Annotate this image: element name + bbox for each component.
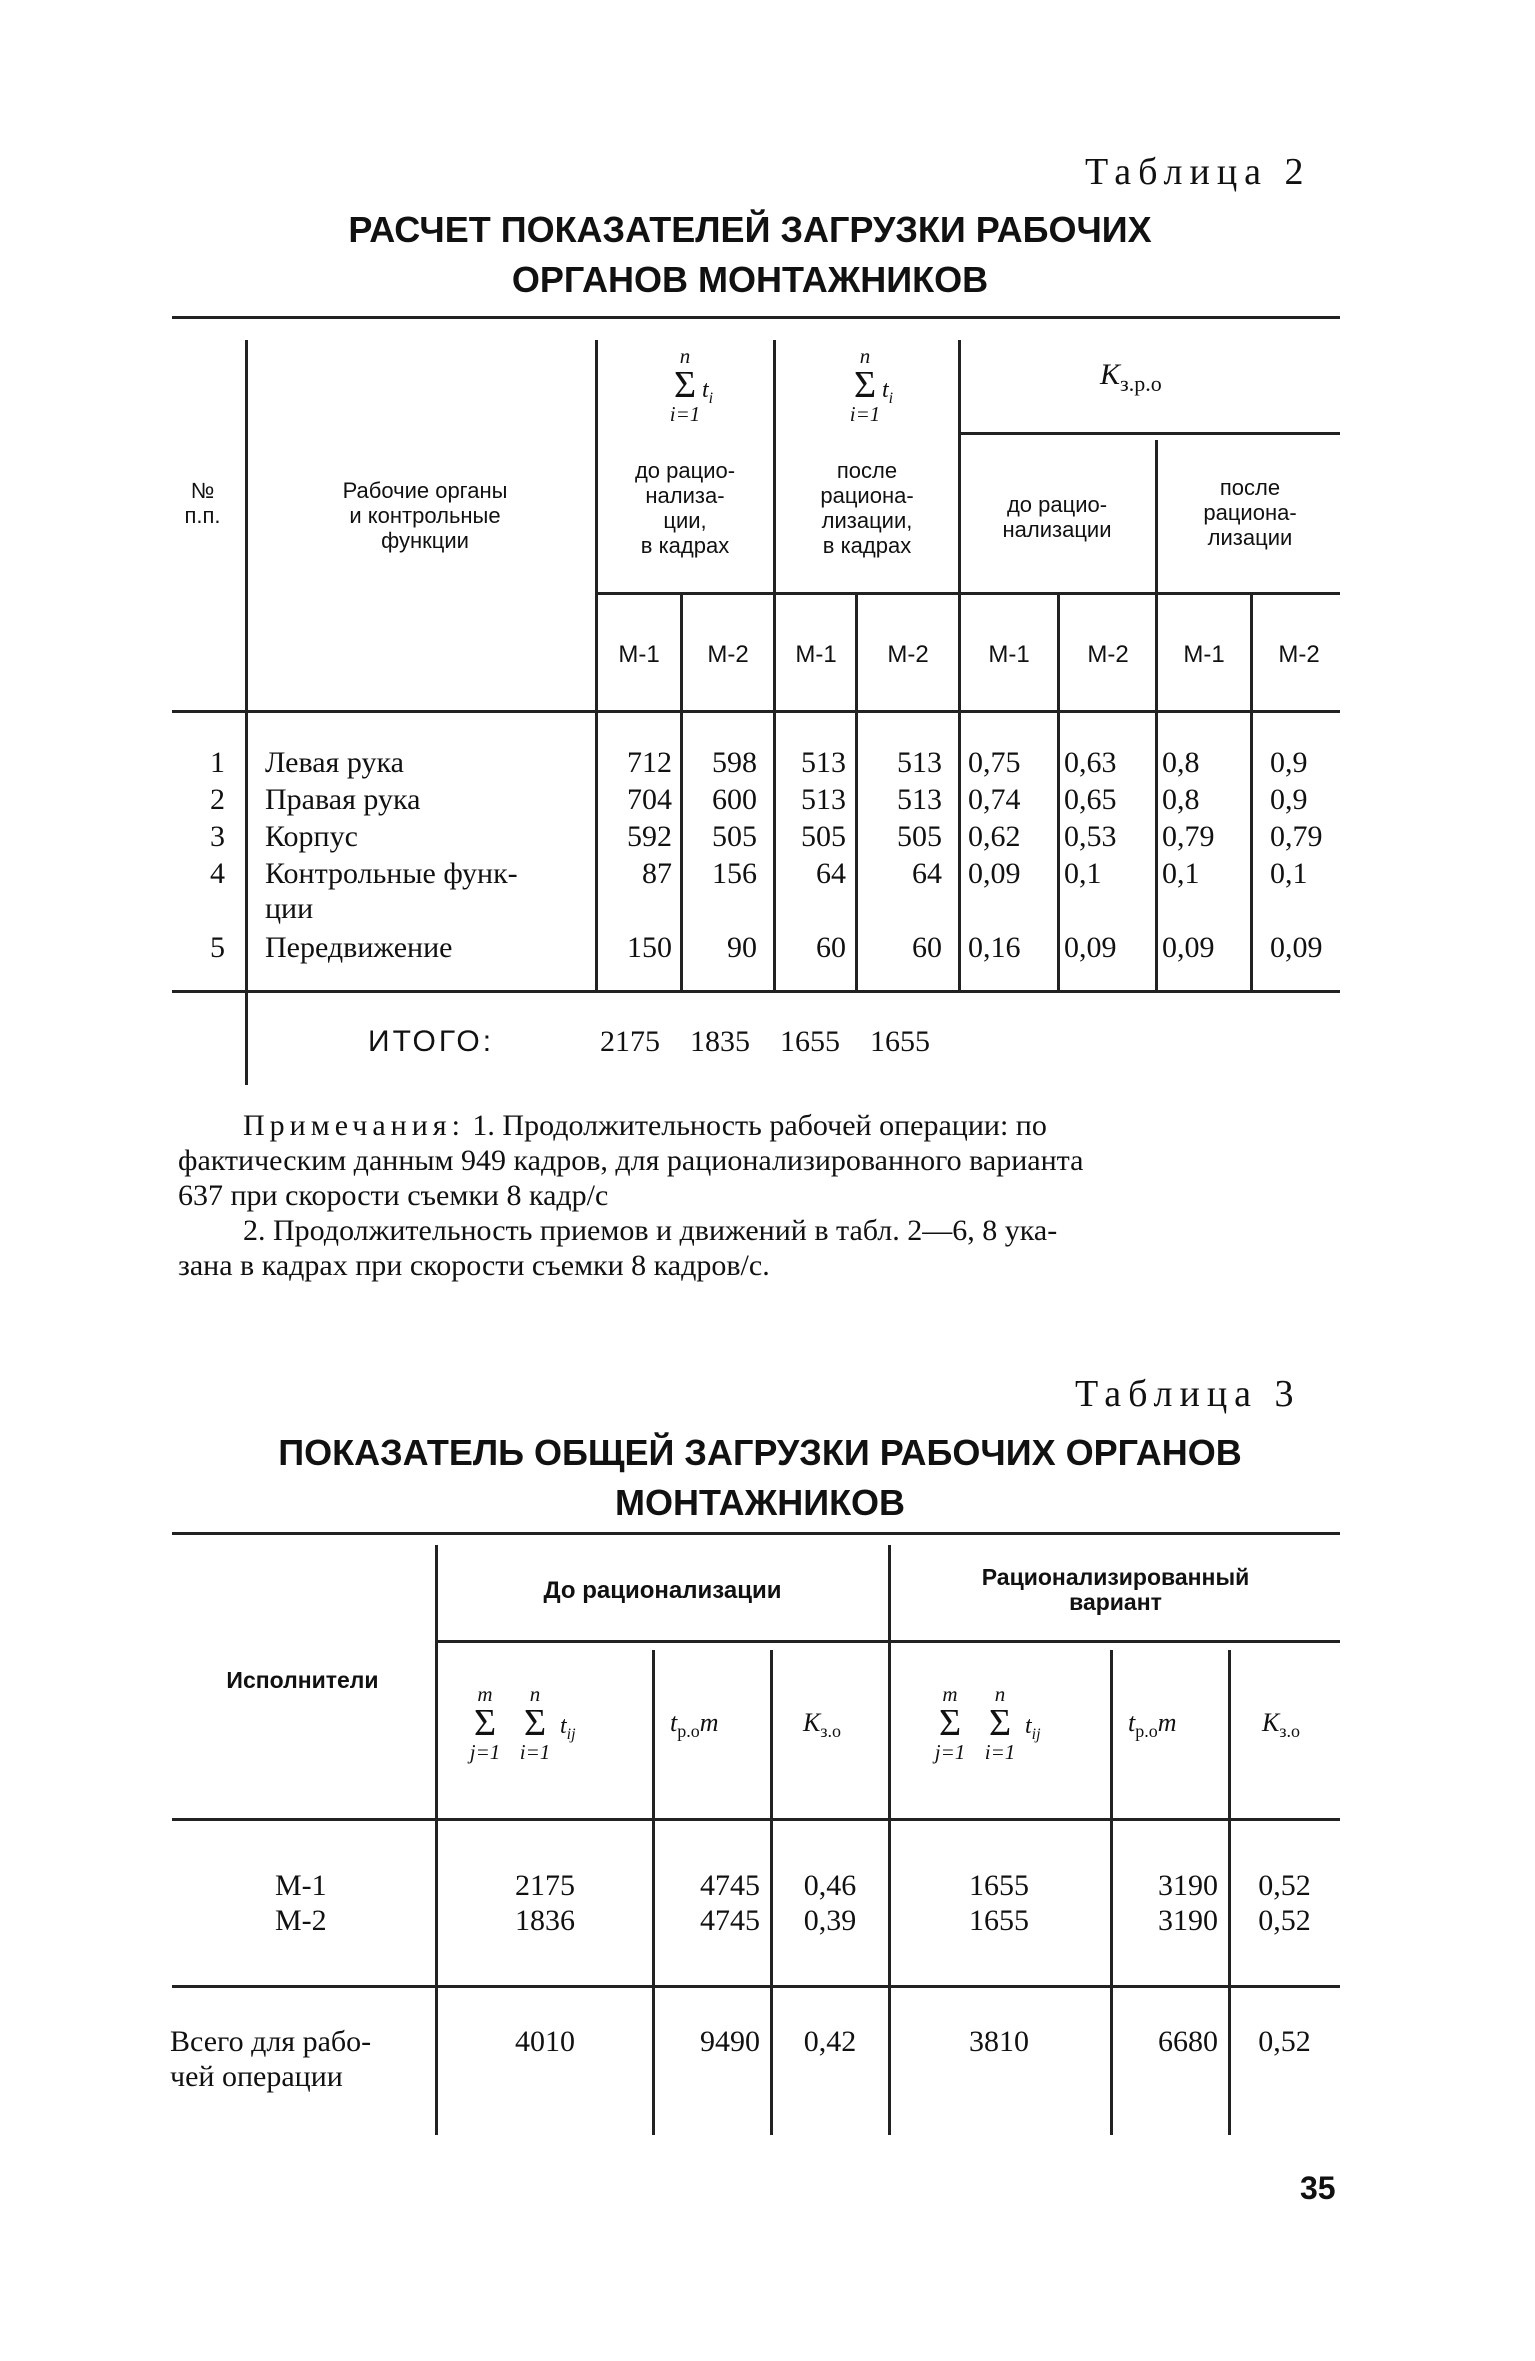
note2-line2: зана в кадрах при скорости съемки 8 кадров/с.: [178, 1249, 770, 1282]
table2-row3-name: Корпус: [265, 820, 358, 853]
table3-row2-v2: 4745: [700, 1904, 760, 1937]
table2-caption: Таблица 2: [1085, 151, 1311, 193]
sum-upper-limit: n: [679, 344, 691, 368]
table2-header-k: [1100, 358, 1162, 397]
table3-double-sum-after: [930, 1683, 1100, 1793]
table2-subcol-6: М-2: [1087, 641, 1129, 668]
table2-row4-v5: 0,09: [968, 857, 1021, 890]
table2-row2-v7: 0,8: [1162, 783, 1200, 816]
table2-row5-v1: 150: [627, 931, 672, 964]
sum-term-t: t: [1025, 1713, 1032, 1739]
table2-row5-v8: 0,09: [1270, 931, 1323, 964]
table2-body-bottom-rule: [172, 990, 1340, 993]
sum-term: [1025, 1713, 1041, 1744]
sum-upper-limit: n: [859, 344, 871, 368]
table2-header-num-line1: №: [190, 478, 215, 503]
table2-row1-v8: 0,9: [1270, 746, 1308, 779]
sum-term-t: t: [882, 377, 889, 403]
table2-row4-v7: 0,1: [1162, 857, 1200, 890]
table2-header-before: [600, 458, 770, 558]
table3-header-tpo-before: [670, 1708, 719, 1742]
table3-row1-v4: 1655: [969, 1869, 1029, 1902]
k-subscript: з.р.о: [1120, 371, 1162, 396]
sum-j: [465, 1683, 505, 1763]
table2-header-before-line3: ции,: [663, 508, 707, 533]
table3-body-bottom-rule: [172, 1985, 1340, 1988]
table2-vline-a: [680, 595, 683, 990]
table2-header-k-after-line1: после: [1219, 475, 1281, 500]
table3-row1-v2: 4745: [700, 1869, 760, 1902]
table3-total-v2: 9490: [700, 2025, 760, 2058]
table2-vline-num: [245, 340, 248, 1085]
table2-row1-v5: 0,75: [968, 746, 1021, 779]
sigma-icon: Σ: [938, 1702, 962, 1744]
sum-i-upper: n: [529, 1682, 541, 1706]
table2-header-num-line2: п.п.: [184, 503, 221, 528]
note1-line3: 637 при скорости съемки 8 кадр/с: [178, 1179, 609, 1212]
table2-row2-num: 2: [210, 783, 225, 816]
table3-header-rational-line1: Рационализированный: [981, 1564, 1250, 1590]
table2-subcol-3: М-1: [795, 641, 837, 668]
table2-row2-v5: 0,74: [968, 783, 1021, 816]
table2-total-2: 1835: [690, 1025, 750, 1058]
table2-row3-v7: 0,79: [1162, 820, 1215, 853]
sum-j: [930, 1683, 970, 1763]
table2-header-organs: [265, 478, 585, 553]
table2-title-line2: ОРГАНОВ МОНТАЖНИКОВ: [511, 259, 989, 300]
sum-term-sub: i: [888, 389, 894, 407]
table3-row2-v4: 1655: [969, 1904, 1029, 1937]
table2-row1-v2: 598: [712, 746, 757, 779]
table2-title: [250, 205, 1250, 305]
table3-header-tpo-after: [1128, 1708, 1177, 1742]
table2-header-k-after: [1160, 475, 1340, 550]
table2-header-num: [165, 478, 240, 528]
table2-vline-c: [855, 595, 858, 990]
tpo-sub: р.о: [1135, 1721, 1158, 1742]
table2-header-organs-line2: и контрольные: [349, 503, 501, 528]
table2-header-before-line4: в кадрах: [640, 533, 730, 558]
table2-row4-name: Контрольные функ-: [265, 857, 518, 890]
table3-total-v5: 6680: [1158, 2025, 1218, 2058]
k-sub: з.о: [1279, 1721, 1300, 1742]
table2-row1-v4: 513: [897, 746, 942, 779]
table2-row3-num: 3: [210, 820, 225, 853]
sum-term: [882, 377, 893, 408]
table3-vline-4: [888, 1545, 891, 2135]
table3-top-rule: [172, 1532, 1340, 1535]
table2-sum-after: [810, 345, 920, 445]
note2-line1: 2. Продолжительность приемов и движений в табл. 2—6, 8 ука-: [243, 1214, 1058, 1247]
k-sub: з.о: [820, 1721, 841, 1742]
k-symbol: K: [1262, 1708, 1280, 1737]
table2-header-after-line4: в кадрах: [822, 533, 912, 558]
page-number: 35: [1300, 2170, 1336, 2206]
table3-vline-3: [770, 1650, 773, 2135]
table2-header-after-line2: рациона-: [820, 483, 914, 508]
table2-row4-num: 4: [210, 857, 225, 890]
sum-j-upper: m: [942, 1682, 958, 1706]
table2-header-before-line1: до рацио-: [634, 458, 736, 483]
table2-vline-d: [958, 340, 961, 990]
table2-vline-e: [1057, 595, 1060, 990]
table2-row5-name: Передвижение: [265, 931, 453, 964]
table2-row5-v6: 0,09: [1064, 931, 1117, 964]
table3-row2-v3: 0,39: [803, 1904, 857, 1937]
sum-term-t: t: [560, 1713, 567, 1739]
table2-vline-organs: [595, 340, 598, 990]
sigma-icon: Σ: [473, 1702, 497, 1744]
table2-subcol-2: М-2: [707, 641, 749, 668]
table3-title: [200, 1428, 1320, 1528]
table3-header-k-after: [1262, 1708, 1300, 1742]
table2-row4-v1: 87: [642, 857, 672, 890]
table3-caption: Таблица 3: [1075, 1373, 1301, 1415]
table2-row1-v3: 513: [801, 746, 846, 779]
note1-line2: фактическим данным 949 кадров, для рационализированного варианта: [178, 1144, 1084, 1177]
table2-row2-v6: 0,65: [1064, 783, 1117, 816]
table2-vline-g: [1250, 595, 1253, 990]
table2-row4-v8: 0,1: [1270, 857, 1308, 890]
table2-row2-v2: 600: [712, 783, 757, 816]
sum-sigma-icon: Σ: [853, 364, 877, 406]
k-symbol: K: [1100, 358, 1121, 391]
sum-term-sub: ij: [1031, 1725, 1041, 1743]
sum-i-lower: i=1: [519, 1740, 551, 1764]
tpo-t: t: [1128, 1708, 1136, 1737]
sum-j-upper: m: [477, 1682, 493, 1706]
table2-row3-v4: 505: [897, 820, 942, 853]
table2-subcol-7: М-1: [1183, 641, 1225, 668]
table2-header-k-before: [962, 492, 1152, 542]
table2-row3-v1: 592: [627, 820, 672, 853]
table2-row3-v5: 0,62: [968, 820, 1021, 853]
note1-text-a: 1. Продолжительность рабочей операции: по: [472, 1109, 1047, 1142]
sum-i: [980, 1683, 1020, 1763]
table3-double-sum-before: [465, 1683, 635, 1793]
tpo-sub: р.о: [677, 1721, 700, 1742]
table2-header-bottom-rule: [172, 710, 1340, 713]
table3-header-bottom-rule: [172, 1818, 1340, 1821]
table2-row4-v3: 64: [816, 857, 846, 890]
table2-row3-v6: 0,53: [1064, 820, 1117, 853]
table2-header-k-after-line2: рациона-: [1203, 500, 1297, 525]
table3-row1-v6: 0,52: [1258, 1869, 1311, 1902]
table3-row2-v1: 1836: [515, 1904, 575, 1937]
table2-row3-v8: 0,79: [1270, 820, 1323, 853]
table3-header-k-before: [803, 1708, 841, 1742]
table3-row1-v1: 2175: [515, 1869, 575, 1902]
table3-row1-v5: 3190: [1158, 1869, 1218, 1902]
table2-row5-v5: 0,16: [968, 931, 1021, 964]
table2-header-k-before-line2: нализации: [1002, 517, 1112, 542]
table3-total-v6: 0,52: [1258, 2025, 1311, 2058]
table3-header-rational: [893, 1565, 1338, 1615]
table2-row1-num: 1: [210, 746, 225, 779]
table2-header-organs-line3: функции: [381, 528, 469, 553]
table2-sum-before: [630, 345, 740, 445]
table2-top-rule: [172, 316, 1340, 319]
table2-row3-v3: 505: [801, 820, 846, 853]
table2-total-3: 1655: [780, 1025, 840, 1058]
table3-header-before: До рационализации: [543, 1577, 782, 1604]
sum-term-sub: ij: [566, 1725, 576, 1743]
tpo-m: m: [699, 1708, 719, 1737]
table2-subcol-4: М-2: [887, 641, 929, 668]
sum-sigma-icon: Σ: [673, 364, 697, 406]
sum-j-lower: j=1: [934, 1740, 966, 1764]
table2-row4-v6: 0,1: [1064, 857, 1102, 890]
sum-i: [515, 1683, 555, 1763]
sum-term-sub: i: [708, 389, 714, 407]
table3-total-label-line1: Всего для рабо-: [170, 2025, 372, 2058]
table2-total-4: 1655: [870, 1025, 930, 1058]
notes-label: Примечания:: [243, 1109, 465, 1142]
table2-k-group-rule: [960, 432, 1340, 435]
note1-line1: [243, 1108, 1343, 1143]
table3-total-v4: 3810: [969, 2025, 1029, 2058]
table3-row2-v5: 3190: [1158, 1904, 1218, 1937]
table3-vline-6: [1228, 1650, 1231, 2135]
table2-row3-v2: 505: [712, 820, 757, 853]
table2-row2-v8: 0,9: [1270, 783, 1308, 816]
table3-row1-v3: 0,46: [803, 1869, 857, 1902]
table3-total-label-line2: чей операции: [170, 2060, 343, 2093]
sum-term: [702, 377, 713, 408]
table2-row4-v2: 156: [712, 857, 757, 890]
table3-header-executors: Исполнители: [226, 1667, 379, 1693]
table2-row5-v2: 90: [727, 931, 757, 964]
table2-row2-v4: 513: [897, 783, 942, 816]
sum-lower-limit: i=1: [849, 402, 881, 426]
table2-subheader-rule: [597, 592, 1340, 595]
table2-row5-v3: 60: [816, 931, 846, 964]
table2-total-label: ИТОГО:: [368, 1025, 495, 1058]
sigma-icon: Σ: [988, 1702, 1012, 1744]
table2-row1-v6: 0,63: [1064, 746, 1117, 779]
table2-header-after-line3: лизации,: [821, 508, 913, 533]
table3-title-line2: МОНТАЖНИКОВ: [614, 1482, 906, 1523]
sum-i-lower: i=1: [984, 1740, 1016, 1764]
table3-total-v3: 0,42: [803, 2025, 857, 2058]
table3-row2-name: М-2: [275, 1904, 327, 1937]
table2-row1-v7: 0,8: [1162, 746, 1200, 779]
table2-header-before-line2: нализа-: [645, 483, 725, 508]
table3-row2-v6: 0,52: [1258, 1904, 1311, 1937]
table2-row1-v1: 712: [627, 746, 672, 779]
table2-subcol-5: М-1: [988, 641, 1030, 668]
table2-row4-v4: 64: [912, 857, 942, 890]
table2-header-k-after-line3: лизации: [1207, 525, 1293, 550]
tpo-m: m: [1157, 1708, 1177, 1737]
table2-row5-v7: 0,09: [1162, 931, 1215, 964]
table2-header-after-line1: после: [836, 458, 898, 483]
table2-header-after: [778, 458, 956, 558]
table3-total-v1: 4010: [515, 2025, 575, 2058]
table2-title-line1: РАСЧЕТ ПОКАЗАТЕЛЕЙ ЗАГРУЗКИ РАБОЧИХ: [348, 209, 1152, 250]
table2-row2-name: Правая рука: [265, 783, 421, 816]
table2-row1-name: Левая рука: [265, 746, 404, 779]
sum-j-lower: j=1: [469, 1740, 501, 1764]
table2-subcol-1: М-1: [618, 641, 660, 668]
table2-header-k-before-line1: до рацио-: [1006, 492, 1108, 517]
sum-term-t: t: [702, 377, 709, 403]
table2-total-1: 2175: [600, 1025, 660, 1058]
table2-row5-v4: 60: [912, 931, 942, 964]
table2-row4-name-cont: ции: [265, 892, 314, 925]
notes: [178, 1108, 1343, 1283]
table3-vline-1: [435, 1545, 438, 2135]
sum-term: [560, 1713, 576, 1744]
tpo-t: t: [670, 1708, 678, 1737]
table2-header-organs-line1: Рабочие органы: [342, 478, 508, 503]
table2-row5-num: 5: [210, 931, 225, 964]
sigma-icon: Σ: [523, 1702, 547, 1744]
table2-vline-f: [1155, 440, 1158, 990]
k-symbol: K: [803, 1708, 821, 1737]
table2-row2-v3: 513: [801, 783, 846, 816]
sum-i-upper: n: [994, 1682, 1006, 1706]
table3-row1-name: М-1: [275, 1869, 327, 1902]
table3-header-rational-line2: вариант: [1069, 1589, 1162, 1615]
sum-lower-limit: i=1: [669, 402, 701, 426]
table2-row2-v1: 704: [627, 783, 672, 816]
table3-title-line1: ПОКАЗАТЕЛЬ ОБЩЕЙ ЗАГРУЗКИ РАБОЧИХ ОРГАНОВ: [278, 1432, 1242, 1473]
table2-vline-b: [773, 340, 776, 990]
table2-subcol-8: М-2: [1278, 641, 1320, 668]
